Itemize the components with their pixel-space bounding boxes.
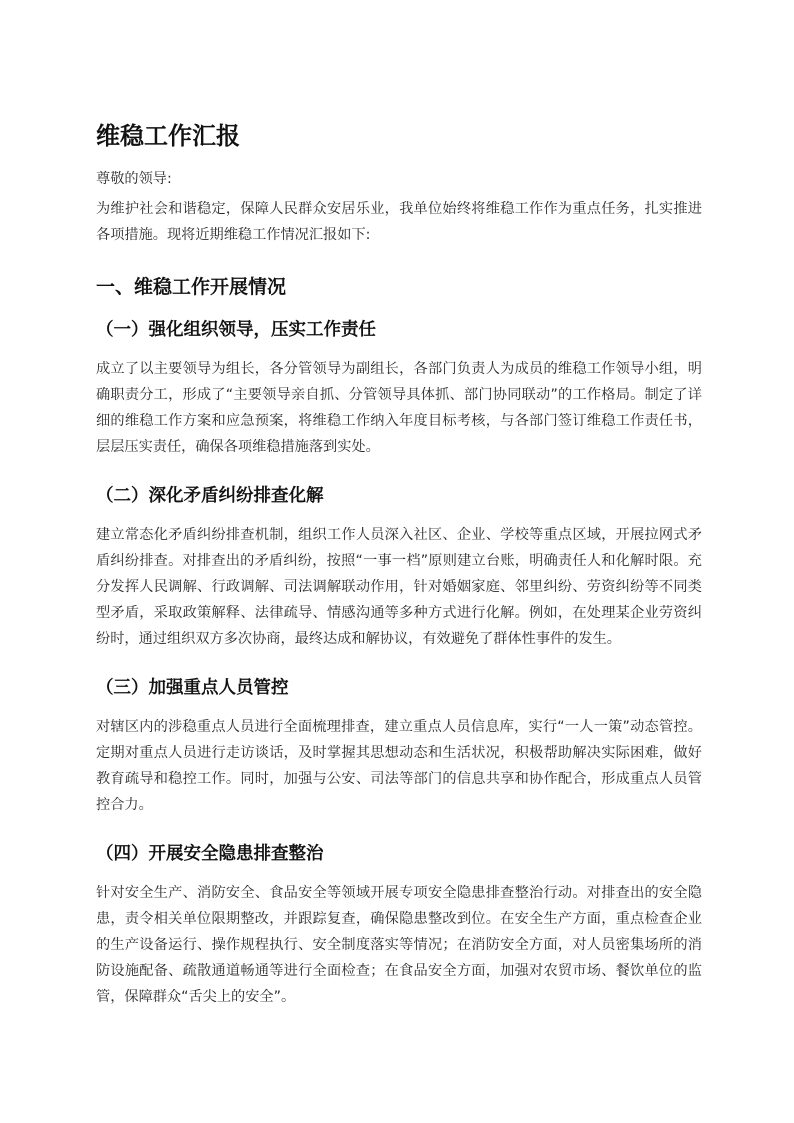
salutation: 尊敬的领导: bbox=[96, 171, 172, 187]
subsection-heading-4: （四）开展安全隐患排查整治 bbox=[96, 844, 324, 864]
subsection-heading-3: （三）加强重点人员管控 bbox=[96, 678, 289, 698]
document-page bbox=[96, 118, 702, 1014]
document-title: 维稳工作汇报 bbox=[96, 122, 240, 150]
intro-paragraph: 为维护社会和谐稳定，保障人民群众安居乐业，我单位始终将维稳工作作为重点任务，扎实推进各项措施。现将近期维稳工作情况汇报如下: bbox=[96, 201, 702, 243]
subsection-heading-1: （一）强化组织领导，压实工作责任 bbox=[96, 320, 376, 340]
section-heading-1: 一、维稳工作开展情况 bbox=[96, 276, 287, 298]
subsection-body-4: 针对安全生产、消防安全、食品安全等领域开展专项安全隐患排查整治行动。对排查出的安全隐患，责令相关单位限期整改，并跟踪复查，确保隐患整改到位。在安全生产方面，重点检查企业的生产设备运行、操作规程执行、安全制度落实等情况；在消防安全方面，对人员密集场所的消防设施配备、疏散通道畅通等进行全面检查；在食品安全方面，加强对农贸市场、餐饮单位的监管，保障群众“舌尖上的安全”。 bbox=[96, 885, 702, 1005]
subsection-heading-2: （二）深化矛盾纠纷排查化解 bbox=[96, 486, 324, 506]
subsection-body-2: 建立常态化矛盾纠纷排查机制，组织工作人员深入社区、企业、学校等重点区域，开展拉网式矛盾纠纷排查。对排查出的矛盾纠纷，按照“一事一档”原则建立台账，明确责任人和化解时限。充分发挥人民调解、行政调解、司法调解联动作用，针对婚姻家庭、邻里纠纷、劳资纠纷等不同类型矛盾，采取政策解释、法律疏导、情感沟通等多种方式进行化解。例如，在处理某企业劳资纠纷时，通过组织双方多次协商，最终达成和解协议，有效避免了群体性事件的发生。 bbox=[96, 527, 702, 647]
subsection-body-1: 成立了以主要领导为组长，各分管领导为副组长，各部门负责人为成员的维稳工作领导小组，明确职责分工，形成了“主要领导亲自抓、分管领导具体抓、部门协同联动”的工作格局。制定了详细的维稳工作方案和应急预案，将维稳工作纳入年度目标考核，与各部门签订维稳工作责任书，层层压实责任，确保各项维稳措施落到实处。 bbox=[96, 361, 702, 455]
subsection-body-3: 对辖区内的涉稳重点人员进行全面梳理排查，建立重点人员信息库，实行“一人一策”动态管控。定期对重点人员进行走访谈话，及时掌握其思想动态和生活状况，积极帮助解决实际困难，做好教育疏导和稳控工作。同时，加强与公安、司法等部门的信息共享和协作配合，形成重点人员管控合力。 bbox=[96, 719, 702, 813]
